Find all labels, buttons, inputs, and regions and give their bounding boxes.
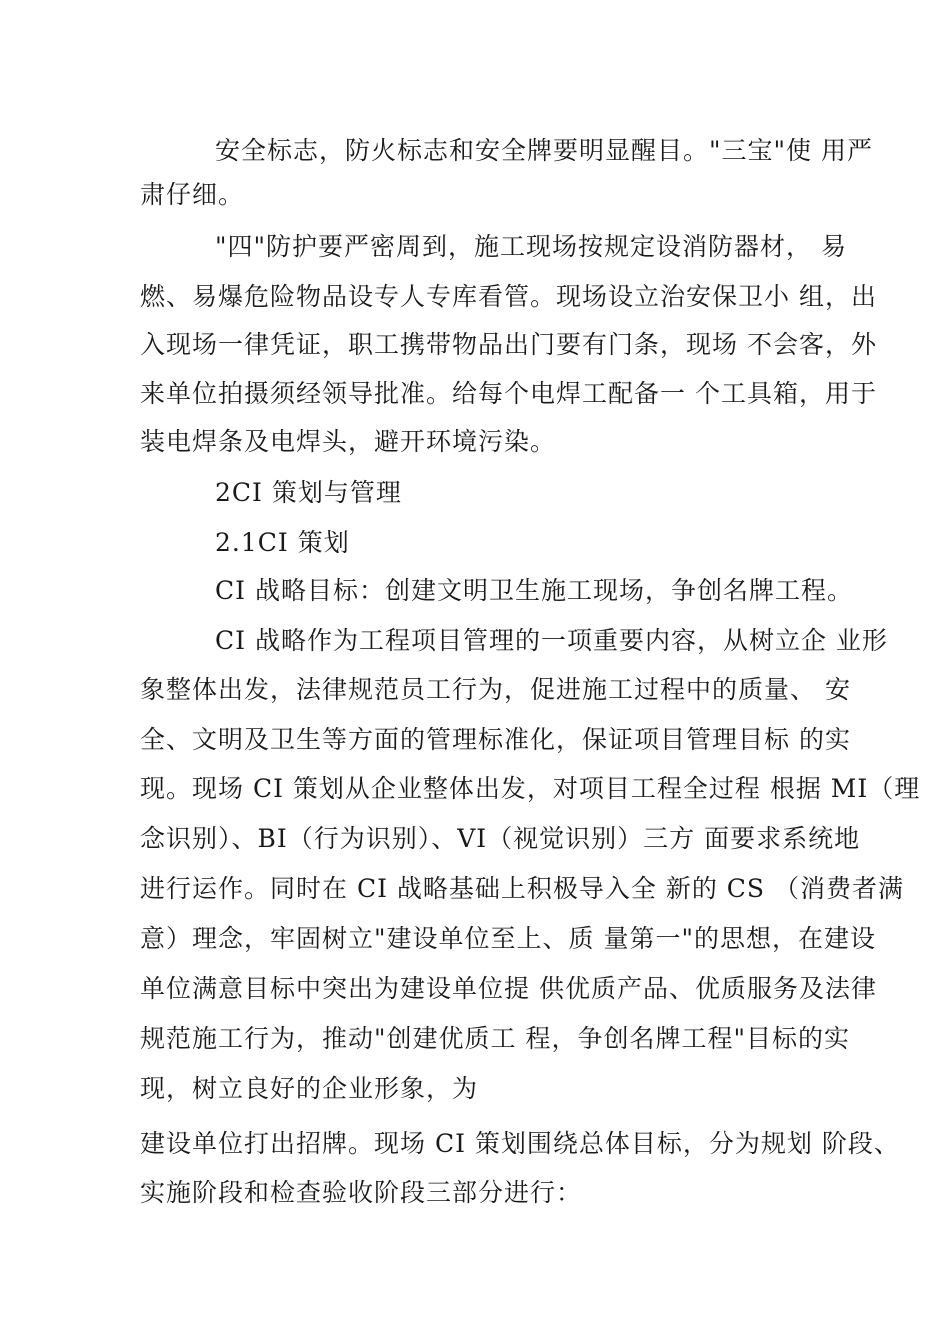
paragraph-line: 安全标志，防火标志和安全牌要明显醒目。"三宝"使 用严 <box>215 136 873 165</box>
paragraph-line: 单位满意目标中突出为建设单位提 供优质产品、优质服务及法律 <box>140 974 877 1003</box>
paragraph-line: CI 战略目标：创建文明卫生施工现场，争创名牌工程。 <box>215 576 853 605</box>
paragraph-line: 现。现场 CI 策划从企业整体出发，对项目工程全过程 根据 MI（理 <box>140 774 921 803</box>
paragraph-line: 装电焊条及电焊头，避开环境污染。 <box>140 427 557 456</box>
paragraph-line: "四"防护要严密周到，施工现场按规定设消防器材， 易 <box>215 232 847 261</box>
paragraph-line: 全、文明及卫生等方面的管理标准化，保证项目管理目标 的实 <box>140 725 851 754</box>
paragraph-line: 燃、易爆危险物品设专人专库看管。现场设立治安保卫小 组，出 <box>140 282 877 311</box>
paragraph-line: 现，树立良好的企业形象，为 <box>140 1074 479 1103</box>
paragraph-line: 来单位拍摄须经领导批准。给每个电焊工配备一 个工具箱，用于 <box>140 379 877 408</box>
paragraph-line: CI 战略作为工程项目管理的一项重要内容，从树立企 业形 <box>215 626 888 655</box>
paragraph-line: 规范施工行为，推动"创建优质工 程，争创名牌工程"目标的实 <box>140 1024 850 1053</box>
subsection-heading: 2.1CI 策划 <box>215 528 350 557</box>
paragraph-line: 念识别）、BI（行为识别）、VI（视觉识别）三方 面要求系统地 <box>140 824 861 853</box>
paragraph-line: 进行运作。同时在 CI 战略基础上积极导入全 新的 CS （消费者满 <box>140 874 904 903</box>
paragraph-line: 肃仔细。 <box>140 180 245 209</box>
paragraph-line: 入现场一律凭证，职工携带物品出门要有门条，现场 不会客，外 <box>140 330 877 359</box>
paragraph-line: 实施阶段和检查验收阶段三部分进行： <box>140 1178 583 1207</box>
paragraph-line: 意）理念，牢固树立"建设单位至上、质 量第一"的思想，在建设 <box>140 924 876 953</box>
paragraph-line: 象整体出发，法律规范员工行为，促进施工过程中的质量、 安 <box>140 675 851 704</box>
section-heading: 2CI 策划与管理 <box>215 478 402 507</box>
paragraph-line: 建设单位打出招牌。现场 CI 策划围绕总体目标，分为规划 阶段、 <box>140 1129 900 1158</box>
